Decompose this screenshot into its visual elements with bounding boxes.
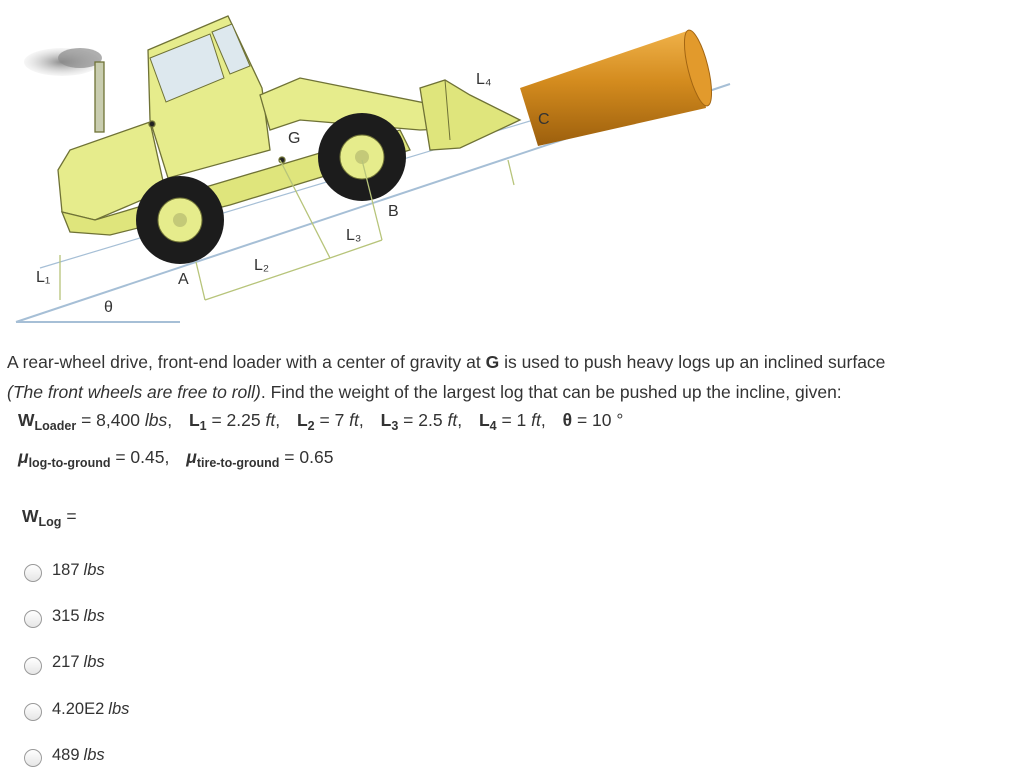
question-line-1	[7, 347, 1024, 377]
given-l1: $L_1 = 2.25$ ft,	[188, 410, 281, 433]
radio-button[interactable]	[24, 610, 42, 628]
given-values	[18, 405, 635, 479]
label-l2: L₂	[254, 257, 270, 274]
question-line-2-rest: . Find the weight of the largest log that can be pushed up the incline, given:	[260, 382, 842, 402]
answer-label: $W_{Log}$ =	[22, 506, 77, 529]
radio-button[interactable]	[24, 703, 42, 721]
exhaust-smoke-icon	[24, 48, 102, 76]
question-line-1-part-b: is used to push heavy logs up an inclined surface	[499, 352, 886, 372]
option-label: 187 lbs	[52, 560, 105, 579]
givens-row-1	[18, 405, 635, 442]
question-line-2-italic: (The front wheels are free to roll)	[7, 382, 261, 402]
answer-option-2[interactable]	[24, 591, 129, 637]
answer-option-4[interactable]	[24, 684, 129, 730]
label-l1: L₁	[36, 269, 51, 286]
given-l2: $L_2 = 7$ ft,	[296, 410, 364, 433]
rear-wheel-a	[136, 176, 224, 264]
question-text	[7, 347, 1024, 407]
log-c	[520, 28, 717, 146]
label-l3: L₃	[346, 227, 362, 244]
option-label: 489 lbs	[52, 745, 105, 764]
answer-options	[24, 545, 129, 776]
given-mu-log: $\mu_{log-to-ground} = 0.45$,	[18, 447, 170, 470]
given-theta: θ = 10 °	[562, 410, 624, 430]
option-label: 217 lbs	[52, 653, 105, 672]
label-c: C	[538, 111, 550, 128]
answer-option-5[interactable]	[24, 730, 129, 776]
answer-option-3[interactable]	[24, 638, 129, 684]
label-l4: L₄	[476, 71, 492, 88]
givens-row-2	[18, 442, 635, 479]
option-label: 4.20E2 lbs	[52, 699, 130, 718]
radio-button[interactable]	[24, 657, 42, 675]
given-l4: $L_4 = 1$ ft,	[478, 410, 546, 433]
given-l3: $L_3 = 2.5$ ft,	[380, 410, 463, 433]
question-line-2	[7, 377, 1024, 407]
label-g: G	[288, 130, 301, 147]
front-end-loader	[58, 16, 520, 235]
front-wheel-b	[318, 113, 406, 201]
answer-option-1[interactable]	[24, 545, 129, 591]
label-b: B	[388, 203, 399, 220]
label-theta: θ	[104, 299, 113, 316]
option-label: 315 lbs	[52, 606, 105, 625]
label-a: A	[178, 271, 189, 288]
loader-diagram	[0, 0, 1024, 335]
radio-button[interactable]	[24, 749, 42, 767]
question-line-1-part-a: A rear-wheel drive, front-end loader with a center of gravity at	[7, 352, 486, 372]
given-mu-tire: $\mu_{tire-to-ground} = 0.65$	[186, 447, 334, 470]
question-g-symbol: G	[485, 352, 500, 372]
given-w-loader: $W_{Loader} = 8,400$ lbs,	[18, 410, 173, 433]
radio-button[interactable]	[24, 564, 42, 582]
